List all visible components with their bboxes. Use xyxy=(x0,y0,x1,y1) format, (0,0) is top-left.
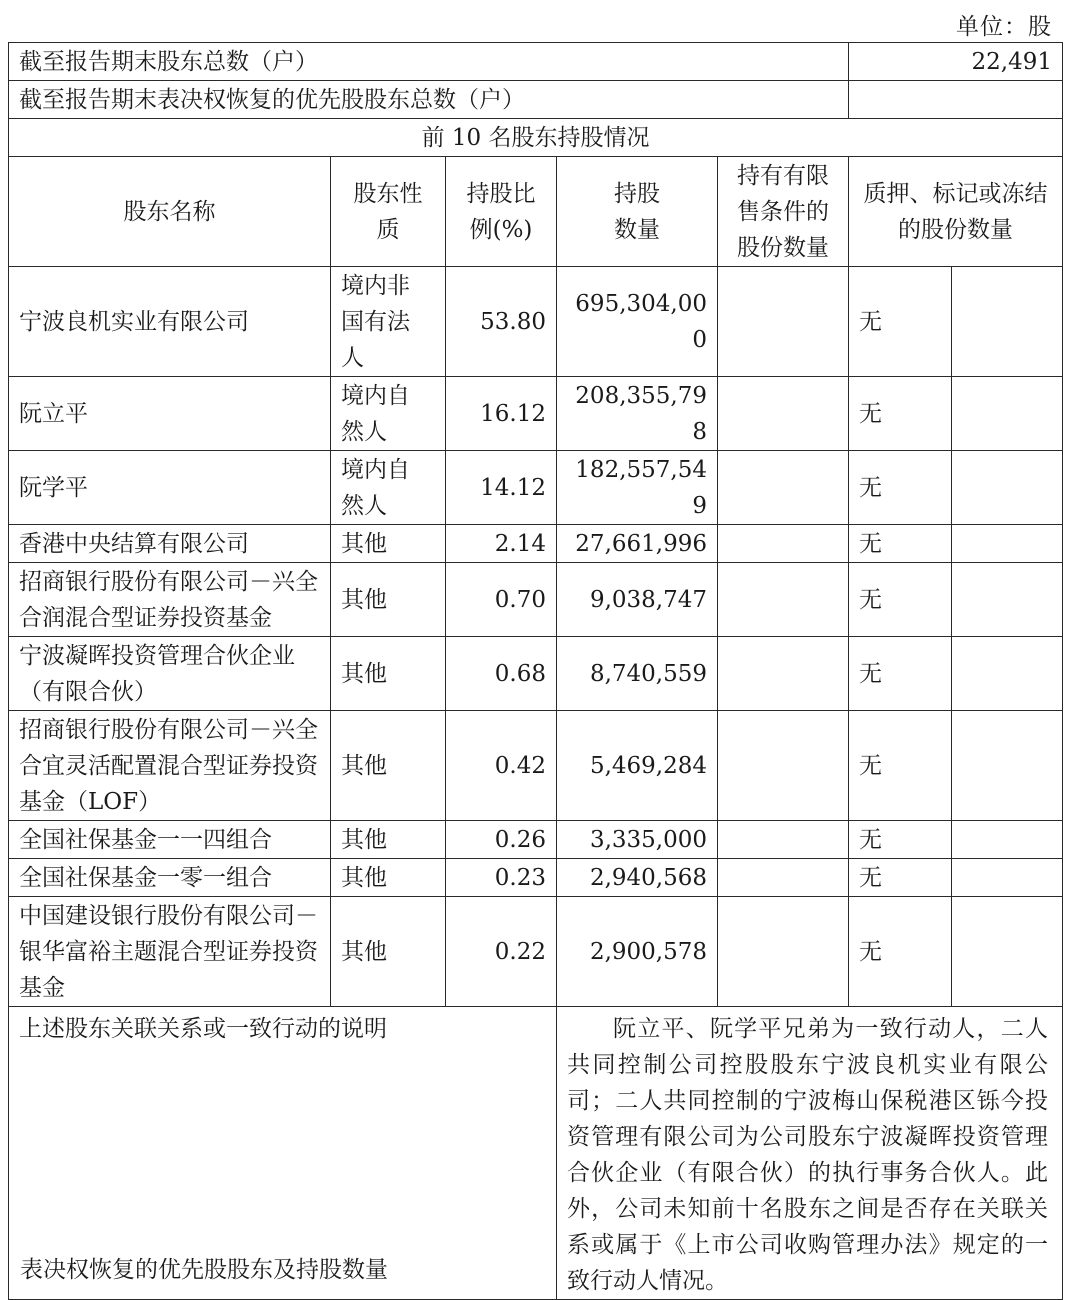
header-nature: 股东性质 xyxy=(331,157,446,267)
pledge-status: 无 xyxy=(849,897,952,1007)
header-pledge: 质押、标记或冻结的股份数量 xyxy=(849,157,1063,267)
shareholder-nature: 其他 xyxy=(331,859,446,897)
shareholder-name: 宁波凝晖投资管理合伙企业（有限合伙） xyxy=(9,637,331,711)
pledge-quantity xyxy=(952,711,1063,821)
shareholding-quantity: 2,900,578 xyxy=(557,897,718,1007)
total-holders-value: 22,491 xyxy=(849,43,1063,81)
pledge-status: 无 xyxy=(849,267,952,377)
shareholder-nature: 境内非国有法人 xyxy=(331,267,446,377)
restricted-shares xyxy=(718,821,849,859)
restricted-shares xyxy=(718,711,849,821)
pledge-quantity xyxy=(952,267,1063,377)
shareholding-quantity: 8,740,559 xyxy=(557,637,718,711)
pledge-quantity xyxy=(952,525,1063,563)
shareholder-nature: 其他 xyxy=(331,637,446,711)
restricted-shares xyxy=(718,377,849,451)
shareholder-name: 全国社保基金一零一组合 xyxy=(9,859,331,897)
shareholder-name: 招商银行股份有限公司－兴全合润混合型证券投资基金 xyxy=(9,563,331,637)
section-title: 前 10 名股东持股情况 xyxy=(9,119,1063,157)
pledge-quantity xyxy=(952,637,1063,711)
restricted-shares xyxy=(718,859,849,897)
restricted-shares xyxy=(718,525,849,563)
table-row xyxy=(9,821,1063,859)
pledge-quantity xyxy=(952,859,1063,897)
shareholder-nature: 其他 xyxy=(331,897,446,1007)
preferred-holders-value xyxy=(849,81,1063,119)
shareholder-nature: 其他 xyxy=(331,711,446,821)
table-row xyxy=(9,525,1063,563)
pledge-status: 无 xyxy=(849,711,952,821)
relation-text: 阮立平、阮学平兄弟为一致行动人，二人共同控制公司控股股东宁波良机实业有限公司；二人共同控制的宁波梅山保税港区铄今投资管理有限公司为公司股东宁波凝晖投资管理合伙企业（有限合伙）的执行事务合伙人。此外，公司未知前十名股东之间是否存在关联关系或属于《上市公司收购管理办法》规定的一致行动人情况。 xyxy=(557,1007,1063,1300)
header-row xyxy=(9,157,1063,267)
shareholder-name: 阮立平 xyxy=(9,377,331,451)
shareholder-nature: 其他 xyxy=(331,821,446,859)
shareholder-name: 香港中央结算有限公司 xyxy=(9,525,331,563)
pledge-status: 无 xyxy=(849,563,952,637)
shareholder-nature: 其他 xyxy=(331,525,446,563)
table-row xyxy=(9,267,1063,377)
preferred-holders-label: 截至报告期末表决权恢复的优先股股东总数（户） xyxy=(9,81,849,119)
shareholding-ratio: 0.42 xyxy=(446,711,557,821)
restricted-shares xyxy=(718,451,849,525)
restricted-shares xyxy=(718,267,849,377)
shareholding-quantity: 695,304,000 xyxy=(557,267,718,377)
restricted-shares xyxy=(718,563,849,637)
shareholding-quantity: 5,469,284 xyxy=(557,711,718,821)
shareholding-quantity: 2,940,568 xyxy=(557,859,718,897)
shareholding-quantity: 3,335,000 xyxy=(557,821,718,859)
trailing-row-text: 表决权恢复的优先股股东及持股数量 xyxy=(20,1257,388,1283)
header-name: 股东名称 xyxy=(9,157,331,267)
pledge-status: 无 xyxy=(849,821,952,859)
shareholder-name: 宁波良机实业有限公司 xyxy=(9,267,331,377)
pledge-quantity xyxy=(952,563,1063,637)
shareholding-ratio: 0.22 xyxy=(446,897,557,1007)
shareholder-name: 招商银行股份有限公司－兴全合宜灵活配置混合型证券投资基金（LOF） xyxy=(9,711,331,821)
shareholding-ratio: 2.14 xyxy=(446,525,557,563)
relation-label: 上述股东关联关系或一致行动的说明 xyxy=(9,1007,557,1300)
shareholding-ratio: 0.70 xyxy=(446,563,557,637)
section-title-row xyxy=(9,119,1063,157)
table-row xyxy=(9,377,1063,451)
shareholding-ratio: 53.80 xyxy=(446,267,557,377)
pledge-status: 无 xyxy=(849,525,952,563)
shareholding-ratio: 16.12 xyxy=(446,377,557,451)
pledge-quantity xyxy=(952,821,1063,859)
shareholding-ratio: 0.68 xyxy=(446,637,557,711)
pledge-quantity xyxy=(952,451,1063,525)
shareholder-nature: 境内自然人 xyxy=(331,451,446,525)
shareholding-ratio: 14.12 xyxy=(446,451,557,525)
shareholder-name: 全国社保基金一一四组合 xyxy=(9,821,331,859)
table-row xyxy=(9,451,1063,525)
shareholding-quantity: 9,038,747 xyxy=(557,563,718,637)
table-row xyxy=(9,897,1063,1007)
header-restricted: 持有有限售条件的股份数量 xyxy=(718,157,849,267)
header-ratio: 持股比例(%) xyxy=(446,157,557,267)
table-row xyxy=(9,711,1063,821)
pledge-quantity xyxy=(952,377,1063,451)
table-row xyxy=(9,859,1063,897)
shareholder-name: 阮学平 xyxy=(9,451,331,525)
pledge-status: 无 xyxy=(849,377,952,451)
summary-row-preferred xyxy=(9,81,1063,119)
shareholder-nature: 境内自然人 xyxy=(331,377,446,451)
shareholder-name: 中国建设银行股份有限公司－银华富裕主题混合型证券投资基金 xyxy=(9,897,331,1007)
pledge-status: 无 xyxy=(849,451,952,525)
shareholding-quantity: 208,355,798 xyxy=(557,377,718,451)
table-row xyxy=(9,563,1063,637)
shareholding-ratio: 0.26 xyxy=(446,821,557,859)
shareholder-nature: 其他 xyxy=(331,563,446,637)
table-row xyxy=(9,637,1063,711)
total-holders-label: 截至报告期末股东总数（户） xyxy=(9,43,849,81)
unit-label: 单位：股 xyxy=(956,14,1052,40)
pledge-quantity xyxy=(952,897,1063,1007)
summary-row-total xyxy=(9,43,1063,81)
header-quantity: 持股数量 xyxy=(557,157,718,267)
shareholding-quantity: 182,557,549 xyxy=(557,451,718,525)
shareholding-ratio: 0.23 xyxy=(446,859,557,897)
pledge-status: 无 xyxy=(849,859,952,897)
shareholder-table xyxy=(8,42,1063,1300)
pledge-status: 无 xyxy=(849,637,952,711)
restricted-shares xyxy=(718,897,849,1007)
shareholding-quantity: 27,661,996 xyxy=(557,525,718,563)
restricted-shares xyxy=(718,637,849,711)
